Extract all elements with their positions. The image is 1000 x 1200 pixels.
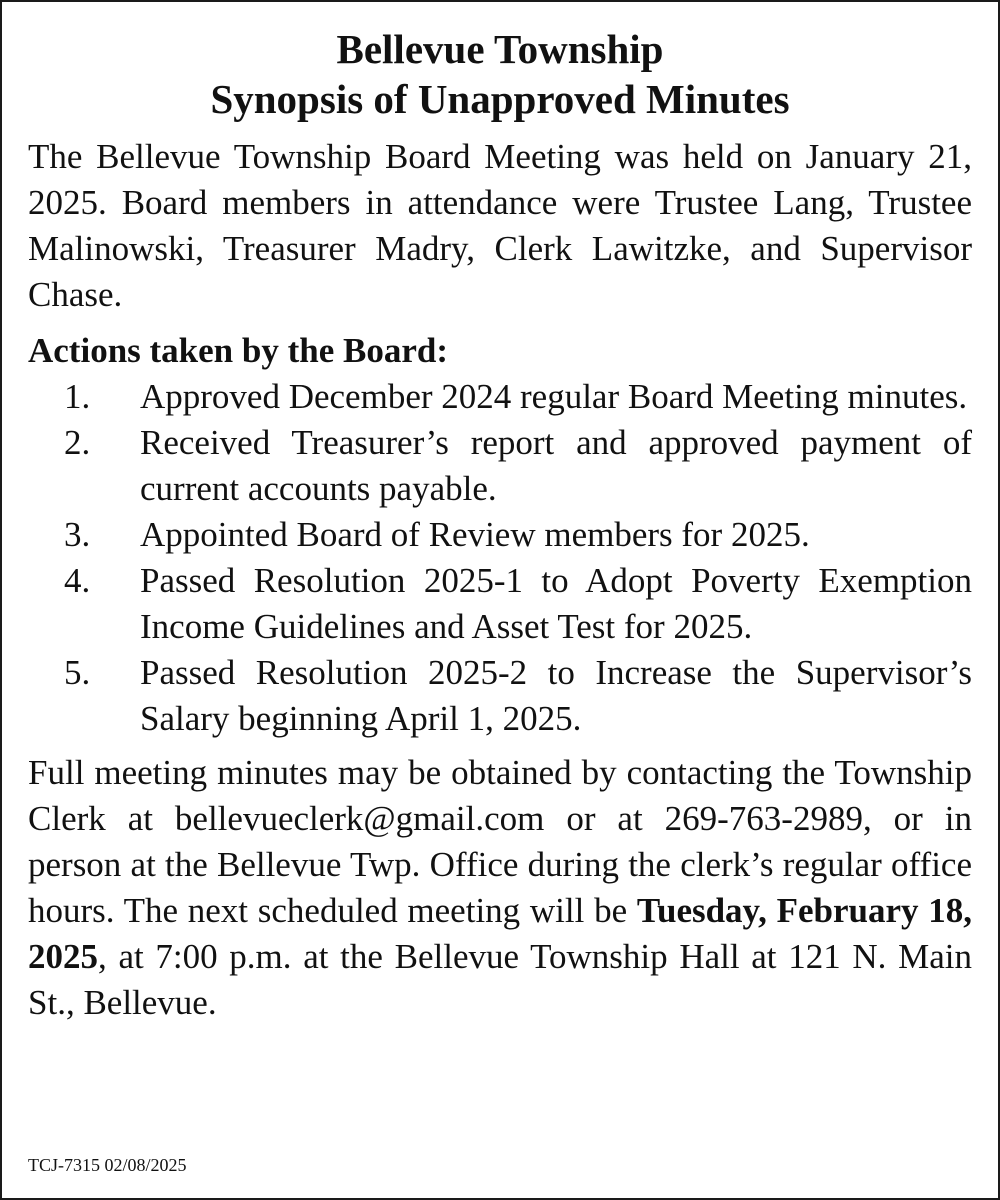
closing-text-start: Full meeting minutes may be obtained by contacting the Township Clerk at bellevueclerk@gmail.com or at 269-763-2989, or in person at the Bellevue Twp. Office during the clerk’s regular office hours. The next scheduled meeting will be	[28, 753, 972, 930]
item-number: 2.	[64, 423, 91, 462]
item-number: 4.	[64, 561, 91, 600]
list-item	[28, 650, 972, 742]
item-text: Passed Resolution 2025-2 to Increase the Supervisor’s Salary beginning April 1, 2025.	[140, 653, 972, 738]
title-synopsis: Synopsis of Unapproved Minutes	[210, 76, 790, 122]
item-text: Appointed Board of Review members for 2025.	[140, 515, 810, 554]
closing-text-end: , at 7:00 p.m. at the Bellevue Township Hall at 121 N. Main St., Bellevue.	[28, 937, 972, 1022]
list-item	[28, 420, 972, 512]
item-number: 5.	[64, 653, 91, 692]
list-item	[28, 374, 972, 420]
item-text: Received Treasurer’s report and approved payment of current accounts payable.	[140, 423, 972, 508]
intro-paragraph: The Bellevue Township Board Meeting was held on January 21, 2025. Board members in attendance were Trustee Lang, Trustee Malinowski, Treasurer Madry, Clerk Lawitzke, and Supervisor Chase.	[28, 137, 972, 314]
list-item	[28, 558, 972, 650]
item-number: 1.	[64, 377, 91, 416]
list-item	[28, 512, 972, 558]
closing-paragraph	[28, 750, 972, 1026]
title-township: Bellevue Township	[336, 26, 664, 72]
publication-reference: TCJ-7315 02/08/2025	[28, 1155, 187, 1175]
actions-heading: Actions taken by the Board:	[28, 331, 449, 370]
item-number: 3.	[64, 515, 91, 554]
meeting-date: Tuesday, February 18, 2025	[28, 891, 972, 976]
item-text: Passed Resolution 2025-1 to Adopt Poverty Exemption Income Guidelines and Asset Test for 2025.	[140, 561, 972, 646]
notice-title	[28, 24, 972, 124]
actions-list	[28, 374, 972, 742]
item-text: Approved December 2024 regular Board Meeting minutes.	[140, 377, 968, 416]
